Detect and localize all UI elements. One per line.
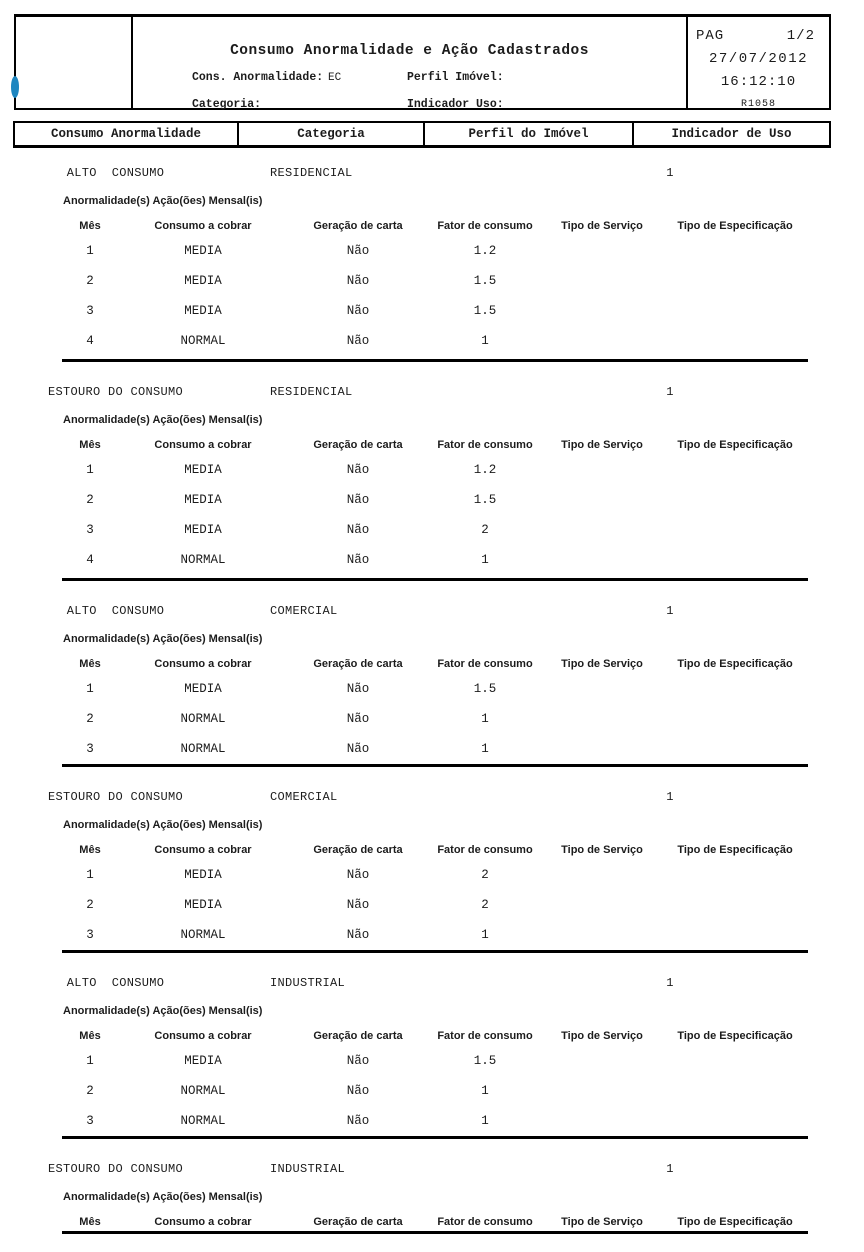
month-cell: Não bbox=[346, 274, 370, 288]
monthly-actions-label: Anormalidade(s) Ação(ões) Mensal(is) bbox=[63, 195, 263, 207]
month-cell bbox=[662, 1084, 808, 1098]
month-cell: Não bbox=[346, 712, 370, 726]
header-tipo-de-servico: Tipo de Serviço bbox=[561, 220, 643, 232]
report-time: 16:12:10 bbox=[720, 74, 797, 90]
month-cell bbox=[542, 463, 662, 477]
section-header-row bbox=[0, 385, 864, 401]
header-mes: Mês bbox=[79, 658, 101, 670]
header-mes: Mês bbox=[79, 1030, 101, 1042]
header-tipo-de-servico: Tipo de Serviço bbox=[561, 439, 643, 451]
month-row bbox=[62, 898, 808, 912]
month-cell bbox=[542, 898, 662, 912]
month-cell: 1 bbox=[481, 712, 489, 726]
column-perfil-imovel: Perfil do Imóvel bbox=[425, 123, 634, 145]
month-cell bbox=[662, 898, 808, 912]
month-cell: 1 bbox=[86, 868, 94, 882]
month-cell bbox=[662, 334, 808, 348]
month-cell bbox=[662, 742, 808, 756]
section-header-row bbox=[0, 166, 864, 182]
month-table-header bbox=[62, 1216, 808, 1228]
month-cell: 1.5 bbox=[473, 682, 497, 696]
section-indicador-uso: 1 bbox=[666, 604, 674, 618]
section-header-row bbox=[0, 976, 864, 992]
month-cell: NORMAL bbox=[180, 928, 226, 942]
section-consumo-anormalidade: ALTO CONSUMO bbox=[66, 604, 165, 618]
header-fator-de-consumo: Fator de consumo bbox=[437, 658, 533, 670]
section-consumo-anormalidade: ESTOURO DO CONSUMO bbox=[47, 790, 184, 804]
month-cell bbox=[542, 523, 662, 537]
month-cell: MEDIA bbox=[184, 493, 222, 507]
header-mes: Mês bbox=[79, 220, 101, 232]
month-cell: 1.2 bbox=[473, 244, 497, 258]
month-cell: 3 bbox=[86, 742, 94, 756]
month-cell: Não bbox=[346, 682, 370, 696]
month-cell: 2 bbox=[86, 1084, 94, 1098]
month-cell: 1 bbox=[481, 334, 489, 348]
column-consumo-anormalidade: Consumo Anormalidade bbox=[15, 123, 239, 145]
monthly-actions-label: Anormalidade(s) Ação(ões) Mensal(is) bbox=[63, 1191, 263, 1203]
month-cell: 2 bbox=[86, 712, 94, 726]
month-cell bbox=[542, 868, 662, 882]
month-cell: 2 bbox=[481, 868, 489, 882]
month-cell: NORMAL bbox=[180, 334, 226, 348]
categoria-label: Categoria: bbox=[192, 98, 262, 111]
header-geracao-de-carta: Geração de carta bbox=[313, 844, 403, 856]
header-consumo-a-cobrar: Consumo a cobrar bbox=[154, 1030, 252, 1042]
header-tipo-de-especificacao: Tipo de Especificação bbox=[677, 439, 793, 451]
header-mes: Mês bbox=[79, 439, 101, 451]
month-row bbox=[62, 742, 808, 756]
month-cell bbox=[662, 493, 808, 507]
section-categoria: INDUSTRIAL bbox=[270, 976, 346, 990]
month-row bbox=[62, 244, 808, 258]
section-indicador-uso: 1 bbox=[666, 1162, 674, 1176]
month-cell: Não bbox=[346, 868, 370, 882]
month-cell: Não bbox=[346, 244, 370, 258]
header-tipo-de-especificacao: Tipo de Especificação bbox=[677, 844, 793, 856]
month-table-header bbox=[62, 439, 808, 451]
month-cell: 2 bbox=[86, 493, 94, 507]
month-cell: 3 bbox=[86, 928, 94, 942]
month-row bbox=[62, 712, 808, 726]
month-cell bbox=[662, 523, 808, 537]
month-cell: Não bbox=[346, 304, 370, 318]
month-row bbox=[62, 523, 808, 537]
header-consumo-a-cobrar: Consumo a cobrar bbox=[154, 1216, 252, 1228]
month-table-header bbox=[62, 220, 808, 232]
header-consumo-a-cobrar: Consumo a cobrar bbox=[154, 844, 252, 856]
month-cell: MEDIA bbox=[184, 1054, 222, 1068]
header-fator-de-consumo: Fator de consumo bbox=[437, 1216, 533, 1228]
section-categoria: COMERCIAL bbox=[270, 604, 338, 618]
header-tipo-de-especificacao: Tipo de Especificação bbox=[677, 1030, 793, 1042]
month-cell: 1 bbox=[86, 244, 94, 258]
month-cell: 1.5 bbox=[473, 274, 497, 288]
month-cell: Não bbox=[346, 334, 370, 348]
header-geracao-de-carta: Geração de carta bbox=[313, 439, 403, 451]
report-title: Consumo Anormalidade e Ação Cadastrados bbox=[230, 43, 589, 59]
month-row bbox=[62, 334, 808, 348]
monthly-actions-label: Anormalidade(s) Ação(ões) Mensal(is) bbox=[63, 633, 263, 645]
month-cell bbox=[662, 274, 808, 288]
month-cell bbox=[662, 712, 808, 726]
section-categoria: COMERCIAL bbox=[270, 790, 338, 804]
month-row bbox=[62, 463, 808, 477]
month-cell: Não bbox=[346, 1054, 370, 1068]
month-cell bbox=[542, 244, 662, 258]
month-cell: 2 bbox=[481, 898, 489, 912]
month-row bbox=[62, 928, 808, 942]
month-cell: 1.2 bbox=[473, 463, 497, 477]
header-tipo-de-especificacao: Tipo de Especificação bbox=[677, 658, 793, 670]
section-separator-line bbox=[62, 1136, 808, 1139]
header-tipo-de-servico: Tipo de Serviço bbox=[561, 658, 643, 670]
month-row bbox=[62, 274, 808, 288]
month-cell: 1 bbox=[86, 1054, 94, 1068]
header-tipo-de-especificacao: Tipo de Especificação bbox=[677, 220, 793, 232]
month-cell bbox=[542, 493, 662, 507]
month-cell: MEDIA bbox=[184, 244, 222, 258]
month-cell: MEDIA bbox=[184, 274, 222, 288]
indicador-uso-label: Indicador Uso: bbox=[407, 98, 504, 111]
header-mes: Mês bbox=[79, 844, 101, 856]
month-cell bbox=[542, 928, 662, 942]
section-categoria: RESIDENCIAL bbox=[270, 166, 353, 180]
section-consumo-anormalidade: ALTO CONSUMO bbox=[66, 166, 165, 180]
month-cell: 1 bbox=[481, 742, 489, 756]
section-separator-line bbox=[62, 578, 808, 581]
month-cell: 1 bbox=[481, 1084, 489, 1098]
month-cell: 4 bbox=[86, 553, 94, 567]
month-cell bbox=[662, 868, 808, 882]
month-row bbox=[62, 1054, 808, 1068]
header-fator-de-consumo: Fator de consumo bbox=[437, 439, 533, 451]
month-cell: NORMAL bbox=[180, 553, 226, 567]
month-row bbox=[62, 868, 808, 882]
month-cell: Não bbox=[346, 523, 370, 537]
month-cell bbox=[542, 274, 662, 288]
column-indicador-uso: Indicador de Uso bbox=[671, 127, 792, 141]
month-cell: 1.5 bbox=[473, 1054, 497, 1068]
header-geracao-de-carta: Geração de carta bbox=[313, 220, 403, 232]
monthly-actions-label: Anormalidade(s) Ação(ões) Mensal(is) bbox=[63, 414, 263, 426]
header-tipo-de-servico: Tipo de Serviço bbox=[561, 844, 643, 856]
month-cell: 1 bbox=[481, 928, 489, 942]
month-cell: Não bbox=[346, 553, 370, 567]
month-cell: MEDIA bbox=[184, 463, 222, 477]
month-cell: 1.5 bbox=[473, 493, 497, 507]
month-cell: 1 bbox=[481, 1114, 489, 1128]
header-geracao-de-carta: Geração de carta bbox=[313, 1216, 403, 1228]
month-cell bbox=[542, 304, 662, 318]
logo-cell bbox=[16, 17, 133, 108]
month-cell: Não bbox=[346, 1114, 370, 1128]
month-cell bbox=[542, 742, 662, 756]
month-cell: NORMAL bbox=[180, 742, 226, 756]
header-geracao-de-carta: Geração de carta bbox=[313, 1030, 403, 1042]
month-cell bbox=[542, 1084, 662, 1098]
month-cell bbox=[662, 682, 808, 696]
section-separator-line bbox=[62, 359, 808, 362]
header-meta-cell bbox=[686, 17, 829, 108]
page-label: PAG bbox=[696, 28, 725, 44]
month-cell bbox=[542, 712, 662, 726]
header-mes: Mês bbox=[79, 1216, 101, 1228]
month-cell: Não bbox=[346, 742, 370, 756]
month-cell: Não bbox=[346, 898, 370, 912]
header-geracao-de-carta: Geração de carta bbox=[313, 658, 403, 670]
section-consumo-anormalidade: ALTO CONSUMO bbox=[66, 976, 165, 990]
month-row bbox=[62, 493, 808, 507]
month-cell: MEDIA bbox=[184, 898, 222, 912]
month-cell: 2 bbox=[86, 274, 94, 288]
month-cell bbox=[662, 463, 808, 477]
header-title-cell bbox=[133, 17, 686, 111]
month-cell bbox=[542, 553, 662, 567]
header-consumo-a-cobrar: Consumo a cobrar bbox=[154, 658, 252, 670]
header-consumo-a-cobrar: Consumo a cobrar bbox=[154, 220, 252, 232]
section-indicador-uso: 1 bbox=[666, 790, 674, 804]
month-cell bbox=[542, 682, 662, 696]
section-separator-line bbox=[62, 1231, 808, 1234]
section-consumo-anormalidade: ESTOURO DO CONSUMO bbox=[47, 1162, 184, 1176]
month-cell: NORMAL bbox=[180, 1114, 226, 1128]
month-cell bbox=[542, 334, 662, 348]
month-cell: 3 bbox=[86, 523, 94, 537]
month-cell: Não bbox=[346, 463, 370, 477]
month-cell bbox=[662, 1054, 808, 1068]
page-number: 1/2 bbox=[786, 28, 815, 44]
section-consumo-anormalidade: ESTOURO DO CONSUMO bbox=[47, 385, 184, 399]
perfil-imovel-label: Perfil Imóvel: bbox=[407, 71, 504, 84]
report-code: R1058 bbox=[740, 99, 776, 110]
month-cell bbox=[542, 1054, 662, 1068]
section-indicador-uso: 1 bbox=[666, 385, 674, 399]
month-cell bbox=[542, 1114, 662, 1128]
header-tipo-de-especificacao: Tipo de Especificação bbox=[677, 1216, 793, 1228]
month-cell: Não bbox=[346, 928, 370, 942]
month-cell: Não bbox=[346, 1084, 370, 1098]
column-header-bar bbox=[13, 121, 831, 148]
month-cell: MEDIA bbox=[184, 523, 222, 537]
month-cell: NORMAL bbox=[180, 1084, 226, 1098]
month-cell: 1 bbox=[481, 553, 489, 567]
month-cell: 4 bbox=[86, 334, 94, 348]
month-cell: 1.5 bbox=[473, 304, 497, 318]
report-date: 27/07/2012 bbox=[708, 51, 808, 67]
header-fator-de-consumo: Fator de consumo bbox=[437, 220, 533, 232]
cons-anormalidade-label: Cons. Anormalidade: bbox=[192, 71, 324, 84]
monthly-actions-label: Anormalidade(s) Ação(ões) Mensal(is) bbox=[63, 819, 263, 831]
header-fator-de-consumo: Fator de consumo bbox=[437, 1030, 533, 1042]
month-row bbox=[62, 304, 808, 318]
month-cell bbox=[662, 928, 808, 942]
month-cell: MEDIA bbox=[184, 868, 222, 882]
month-cell: 1 bbox=[86, 463, 94, 477]
section-separator-line bbox=[62, 764, 808, 767]
month-cell: Não bbox=[346, 493, 370, 507]
month-cell: 3 bbox=[86, 1114, 94, 1128]
header-tipo-de-servico: Tipo de Serviço bbox=[561, 1030, 643, 1042]
cons-anormalidade-value: EC bbox=[328, 72, 342, 84]
section-categoria: INDUSTRIAL bbox=[270, 1162, 346, 1176]
month-cell bbox=[662, 553, 808, 567]
month-row bbox=[62, 1114, 808, 1128]
section-header-row bbox=[0, 790, 864, 806]
month-cell: 2 bbox=[86, 898, 94, 912]
month-cell bbox=[662, 304, 808, 318]
section-indicador-uso: 1 bbox=[666, 166, 674, 180]
report-header bbox=[14, 14, 831, 110]
section-separator-line bbox=[62, 950, 808, 953]
month-cell: NORMAL bbox=[180, 712, 226, 726]
month-row bbox=[62, 682, 808, 696]
monthly-actions-label: Anormalidade(s) Ação(ões) Mensal(is) bbox=[63, 1005, 263, 1017]
month-cell: 2 bbox=[481, 523, 489, 537]
section-categoria: RESIDENCIAL bbox=[270, 385, 353, 399]
section-indicador-uso: 1 bbox=[666, 976, 674, 990]
month-table-header bbox=[62, 844, 808, 856]
company-logo-icon bbox=[11, 76, 19, 98]
month-table-header bbox=[62, 658, 808, 670]
month-cell bbox=[662, 244, 808, 258]
month-cell: MEDIA bbox=[184, 682, 222, 696]
month-cell: MEDIA bbox=[184, 304, 222, 318]
month-row bbox=[62, 553, 808, 567]
header-tipo-de-servico: Tipo de Serviço bbox=[561, 1216, 643, 1228]
header-fator-de-consumo: Fator de consumo bbox=[437, 844, 533, 856]
month-table-header bbox=[62, 1030, 808, 1042]
header-consumo-a-cobrar: Consumo a cobrar bbox=[154, 439, 252, 451]
section-header-row bbox=[0, 604, 864, 620]
month-cell: 3 bbox=[86, 304, 94, 318]
column-categoria: Categoria bbox=[239, 123, 425, 145]
section-header-row bbox=[0, 1162, 864, 1178]
month-cell bbox=[662, 1114, 808, 1128]
month-row bbox=[62, 1084, 808, 1098]
month-cell: 1 bbox=[86, 682, 94, 696]
